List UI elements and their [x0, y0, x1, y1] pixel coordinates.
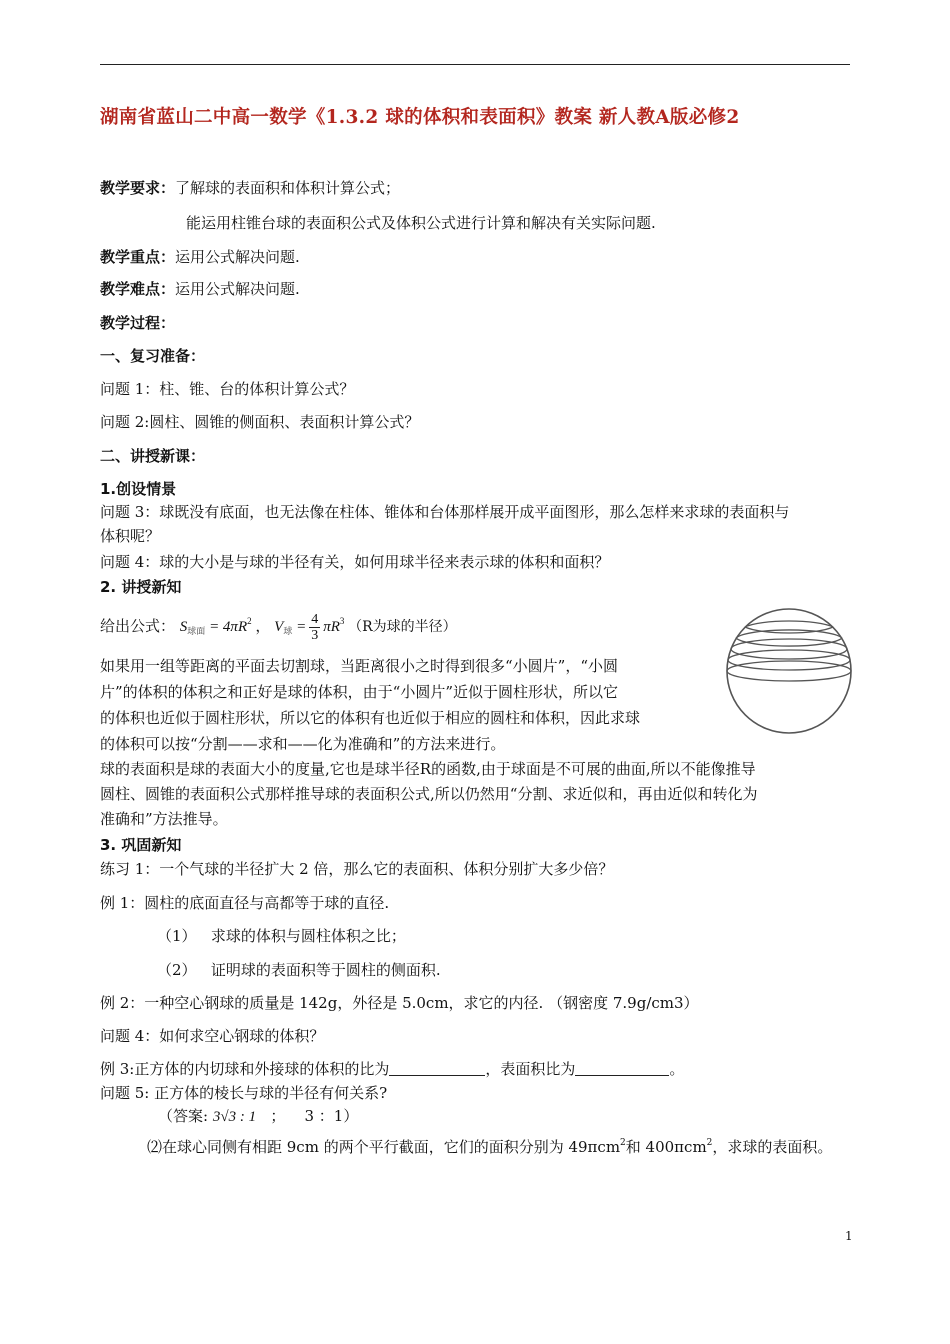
difficulty-line [100, 279, 300, 299]
question-3-line-1: 问题 3：球既没有底面，也无法像在柱体、锥体和台体那样展开成平面图形，那么怎样来求球的表面积与 [100, 503, 790, 521]
question-5: 问题 5: 正方体的棱长与球的半径有何关系? [100, 1084, 388, 1102]
question-3-line-2: 体积呢？ [100, 527, 161, 545]
formula-s-exponent: 2 [247, 616, 252, 626]
part-1-number: （1） [157, 927, 197, 945]
formula-lead: 给出公式： [100, 617, 176, 635]
problem-2-sup-1: 2 [620, 1138, 626, 1148]
problem-2-text-a: ⑵在球心同侧有相距 9cm 的两个平行截面，它们的面积分别为 49πcm [147, 1138, 621, 1156]
volume-formula [270, 612, 348, 644]
key-label: 教学重点： [100, 248, 176, 266]
part-2-text: 证明球的表面积等于圆柱的侧面积. [210, 961, 441, 979]
problem-2 [147, 1133, 832, 1157]
answer-line [158, 1106, 358, 1127]
page-number: 1 [845, 1229, 853, 1243]
example-2: 例 2：一种空心钢球的质量是 142g，外径是 5.0cm，求它的内径. （钢密度 7.9g/cm3） [100, 994, 699, 1012]
difficulty-label: 教学难点： [100, 280, 176, 298]
header-rule [100, 64, 850, 65]
question-4: 问题 4：球的大小是与球的半径有关，如何用球半径来表示球的体积和面积？ [100, 553, 610, 571]
fraction-denominator: 3 [311, 628, 319, 644]
example-3-text-a: 例 3:正方体的内切球和外接球的体积的比为 [100, 1060, 390, 1078]
paragraph-1-line-4: 的体积可以按“分割——求和——化为准确和”的方法来进行。 [100, 735, 506, 753]
example-3 [100, 1059, 684, 1079]
example-1-part-2 [157, 960, 441, 980]
question-2: 问题 2:圆柱、圆锥的侧面积、表面积计算公式？ [100, 413, 420, 431]
formula-s-subscript: 球面 [187, 626, 206, 636]
example-1: 例 1：圆柱的底面直径与高都等于球的直径. [100, 894, 390, 912]
paragraph-2-line-2: 圆柱、圆锥的表面积公式那样推导球的表面积公式,所以仍然用“分割、求近似和，再由近似和转化为 [100, 785, 758, 803]
problem-2-text-c: ，求球的表面积。 [712, 1138, 833, 1156]
requirements-text-1: 了解球的表面积和体积计算公式； [175, 179, 401, 197]
paragraph-2-line-1: 球的表面积是球的表面大小的度量,它也是球半径R的函数,由于球面是不可展的曲面,所以不能像推导 [100, 760, 756, 778]
answer-separator: ； [270, 1107, 286, 1125]
answer-prefix: （答案: [158, 1107, 209, 1125]
paragraph-2-line-3: 准确和”方法推导。 [100, 810, 228, 828]
formula-s-rhs: = 4πR [209, 619, 248, 635]
answer-blank-volume [389, 1061, 485, 1076]
problem-2-text-b: 和 400πcm [625, 1138, 707, 1156]
subsection-new-knowledge: 2. 讲授新知 [100, 578, 182, 596]
surface-area-formula [179, 616, 256, 636]
answer-volume-ratio: 3√3 : 1 [212, 1109, 257, 1125]
process-label: 教学过程： [100, 314, 176, 332]
formula-note: （R为球的半径） [348, 619, 457, 635]
question-1: 问题 1：柱、锥、台的体积计算公式？ [100, 380, 355, 398]
formula-line [100, 606, 457, 646]
difficulty-text: 运用公式解决问题. [175, 280, 300, 298]
formula-comma: ， [255, 617, 271, 635]
exercise-1: 练习 1：一个气球的半径扩大 2 倍，那么它的表面积、体积分别扩大多少倍？ [100, 860, 614, 878]
paragraph-1-line-1: 如果用一组等距离的平面去切割球，当距离很小之时得到很多“小圆片”，“小圆 [100, 657, 619, 675]
key-point-line [100, 247, 300, 267]
key-text: 运用公式解决问题. [175, 248, 300, 266]
paragraph-1-line-3: 的体积也近似于圆柱形状，所以它的体积有也近似于相应的圆柱和体积，因此求球 [100, 709, 641, 727]
fraction-numerator: 4 [311, 612, 319, 628]
requirements-line-1 [100, 178, 400, 198]
example-3-text-b: ，表面积比为 [485, 1060, 576, 1078]
subsection-scenario: 1.创设情景 [100, 480, 177, 498]
section-review-heading: 一、复习准备： [100, 347, 206, 365]
example-1-part-1 [157, 926, 406, 946]
part-1-text: 求球的体积与圆柱体积之比； [210, 927, 406, 945]
paragraph-1-line-2: 片”的体积的体积之和正好是球的体积，由于“小圆片”近似于圆柱形状，所以它 [100, 683, 619, 701]
answer-surface-ratio: 3 ：1） [304, 1107, 359, 1125]
formula-v-equals: = [296, 619, 307, 635]
part-2-number: （2） [157, 961, 197, 979]
sliced-sphere-figure [725, 607, 853, 735]
requirements-label: 教学要求： [100, 179, 176, 197]
formula-v-symbol: V [274, 619, 284, 635]
section-new-lesson-heading: 二、讲授新课： [100, 447, 206, 465]
formula-s-symbol: S [179, 619, 188, 635]
problem-2-sup-2: 2 [706, 1138, 713, 1148]
question-4b: 问题 4：如何求空心钢球的体积？ [100, 1027, 325, 1045]
page-title: 湖南省蓝山二中高一数学《1.3.2 球的体积和表面积》教案 新人教A版必修2 [100, 107, 740, 128]
requirements-text-2: 能运用柱锥台球的表面积公式及体积公式进行计算和解决有关实际问题. [186, 214, 656, 232]
formula-v-exponent: 3 [339, 616, 345, 626]
formula-fraction [309, 612, 320, 643]
answer-blank-surface [575, 1061, 669, 1076]
formula-v-rhs: πR [323, 619, 340, 635]
subsection-consolidate: 3. 巩固新知 [100, 836, 182, 854]
example-3-text-c: 。 [669, 1060, 685, 1078]
formula-v-subscript: 球 [283, 626, 293, 636]
